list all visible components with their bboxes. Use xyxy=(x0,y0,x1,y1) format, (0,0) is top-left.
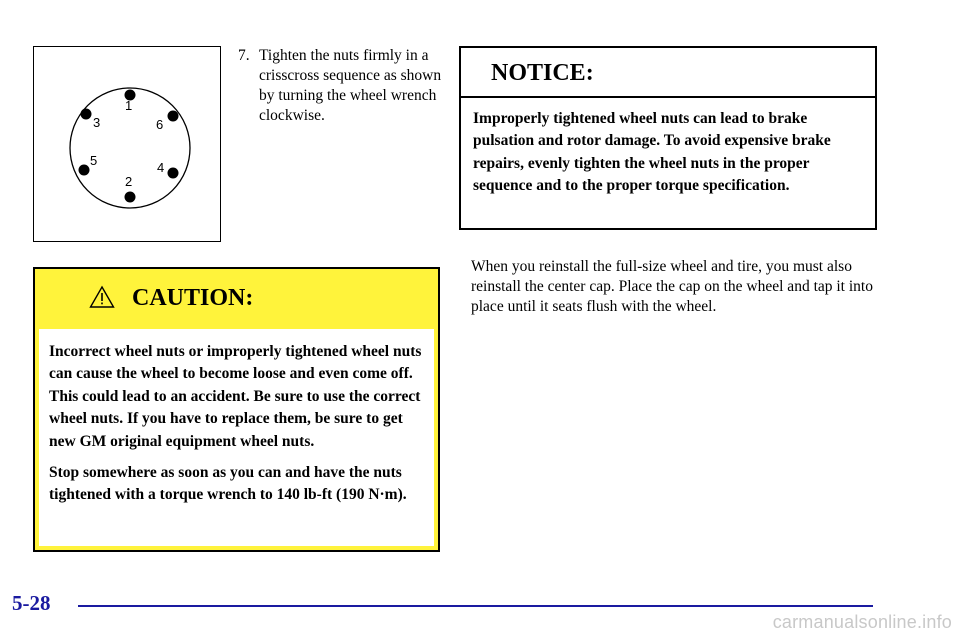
nut-label-6: 6 xyxy=(156,117,164,132)
nut-label-3: 3 xyxy=(93,115,101,130)
body-paragraph: When you reinstall the full-size wheel and tire, you must also reinstall the center cap. Place the cap on the wheel and tap it into place until it seats flush with the wheel. xyxy=(471,258,873,315)
caution-paragraph-2: Stop somewhere as soon as you can and have the nuts tightened with a torque wrench to 140 lb-ft (190 N·m). xyxy=(49,464,407,504)
page-number: 5-28 xyxy=(12,591,51,615)
nut-label-1: 1 xyxy=(125,98,133,113)
notice-header xyxy=(461,48,875,98)
caution-header xyxy=(35,269,438,329)
notice-box xyxy=(459,46,877,230)
footer-watermark: carmanualsonline.info xyxy=(772,612,952,632)
wheel-diagram xyxy=(34,47,222,243)
nut-label-5: 5 xyxy=(90,153,98,168)
nut-dot-5 xyxy=(79,165,90,176)
caution-body xyxy=(35,327,438,550)
step-7 xyxy=(238,46,443,126)
notice-title: NOTICE: xyxy=(491,60,594,86)
nut-dot-2 xyxy=(125,192,136,203)
notice-text: Improperly tightened wheel nuts can lead to brake pulsation and rotor damage. To avoid expensive brake repairs, evenly tighten the wheel nuts in the proper sequence and to the proper torque specification. xyxy=(473,110,831,195)
nut-label-4: 4 xyxy=(157,160,165,175)
caution-box xyxy=(33,267,440,552)
warning-triangle-icon xyxy=(89,285,115,309)
step-text: Tighten the nuts firmly in a crisscross sequence as shown by turning the wheel wrench clockwise. xyxy=(259,47,442,124)
nut-dot-4 xyxy=(168,168,179,179)
step-number: 7. xyxy=(238,47,250,64)
footer-rule xyxy=(78,605,873,607)
caution-title: CAUTION: xyxy=(132,285,254,311)
lug-nut-sequence-figure xyxy=(33,46,221,242)
nut-dot-3 xyxy=(81,109,92,120)
caution-paragraph-1: Incorrect wheel nuts or improperly tightened wheel nuts can cause the wheel to become loose and even come off. This could lead to an accident. Be sure to use the correct wheel nuts. If you have to replace them, be sure to get new GM original equipment wheel nuts. xyxy=(49,343,422,450)
nut-label-2: 2 xyxy=(125,174,133,189)
nut-dot-6 xyxy=(168,111,179,122)
